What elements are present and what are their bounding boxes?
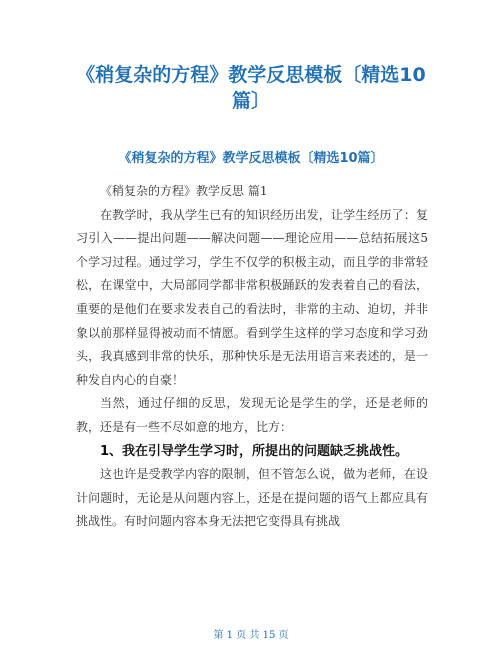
section-label: 《稍复杂的方程》教学反思 篇1 [100, 184, 268, 198]
paragraph: 在教学时，我从学生已有的知识经历出发，让学生经历了：复习引入——提出问题——解决问题——理论应用——总结拓展这5个学习过程。通过学习，学生不仅学的积极主动，而且学的非常轻松，在课堂中，大局部同学都非常积极踊跃的发表着自己的看法，重要的是他们在要求发表自己的看法时，非常的主动、迫切，并非象以前那样显得被动而不情愿。看到学生这样的学习态度和学习劲头，我真感到非常的快乐，那种快乐是无法用语言来表述的，是一种发自内心的自豪！ [76, 207, 428, 387]
paragraph: 这也许是受教学内容的限制，但不管怎么说，做为老师，在设计问题时，无论是从问题内容上，还是在提问题的语气上都应具有挑战性。有时问题内容本身无法把它变得具有挑战 [76, 467, 428, 529]
section-heading: 1、我在引导学生学习时，所提出的问题缺乏挑战性。 [100, 443, 409, 459]
document-title [40, 62, 462, 114]
document-title-line-1: 《稍复杂的方程》教学反思模板〔精选10 [76, 64, 426, 86]
document-subtitle: 《稍复杂的方程》教学反思模板〔精选10篇〕 [118, 151, 384, 166]
paragraph: 当然，通过仔细的反思，发现无论是学生的学，还是老师的教，还是有一些不尽如意的地方，比方： [76, 396, 428, 434]
page-footer: 第 1 页 共 15 页 [213, 630, 289, 641]
document-body [76, 180, 428, 534]
document-title-line-2: 篇〕 [231, 90, 270, 112]
